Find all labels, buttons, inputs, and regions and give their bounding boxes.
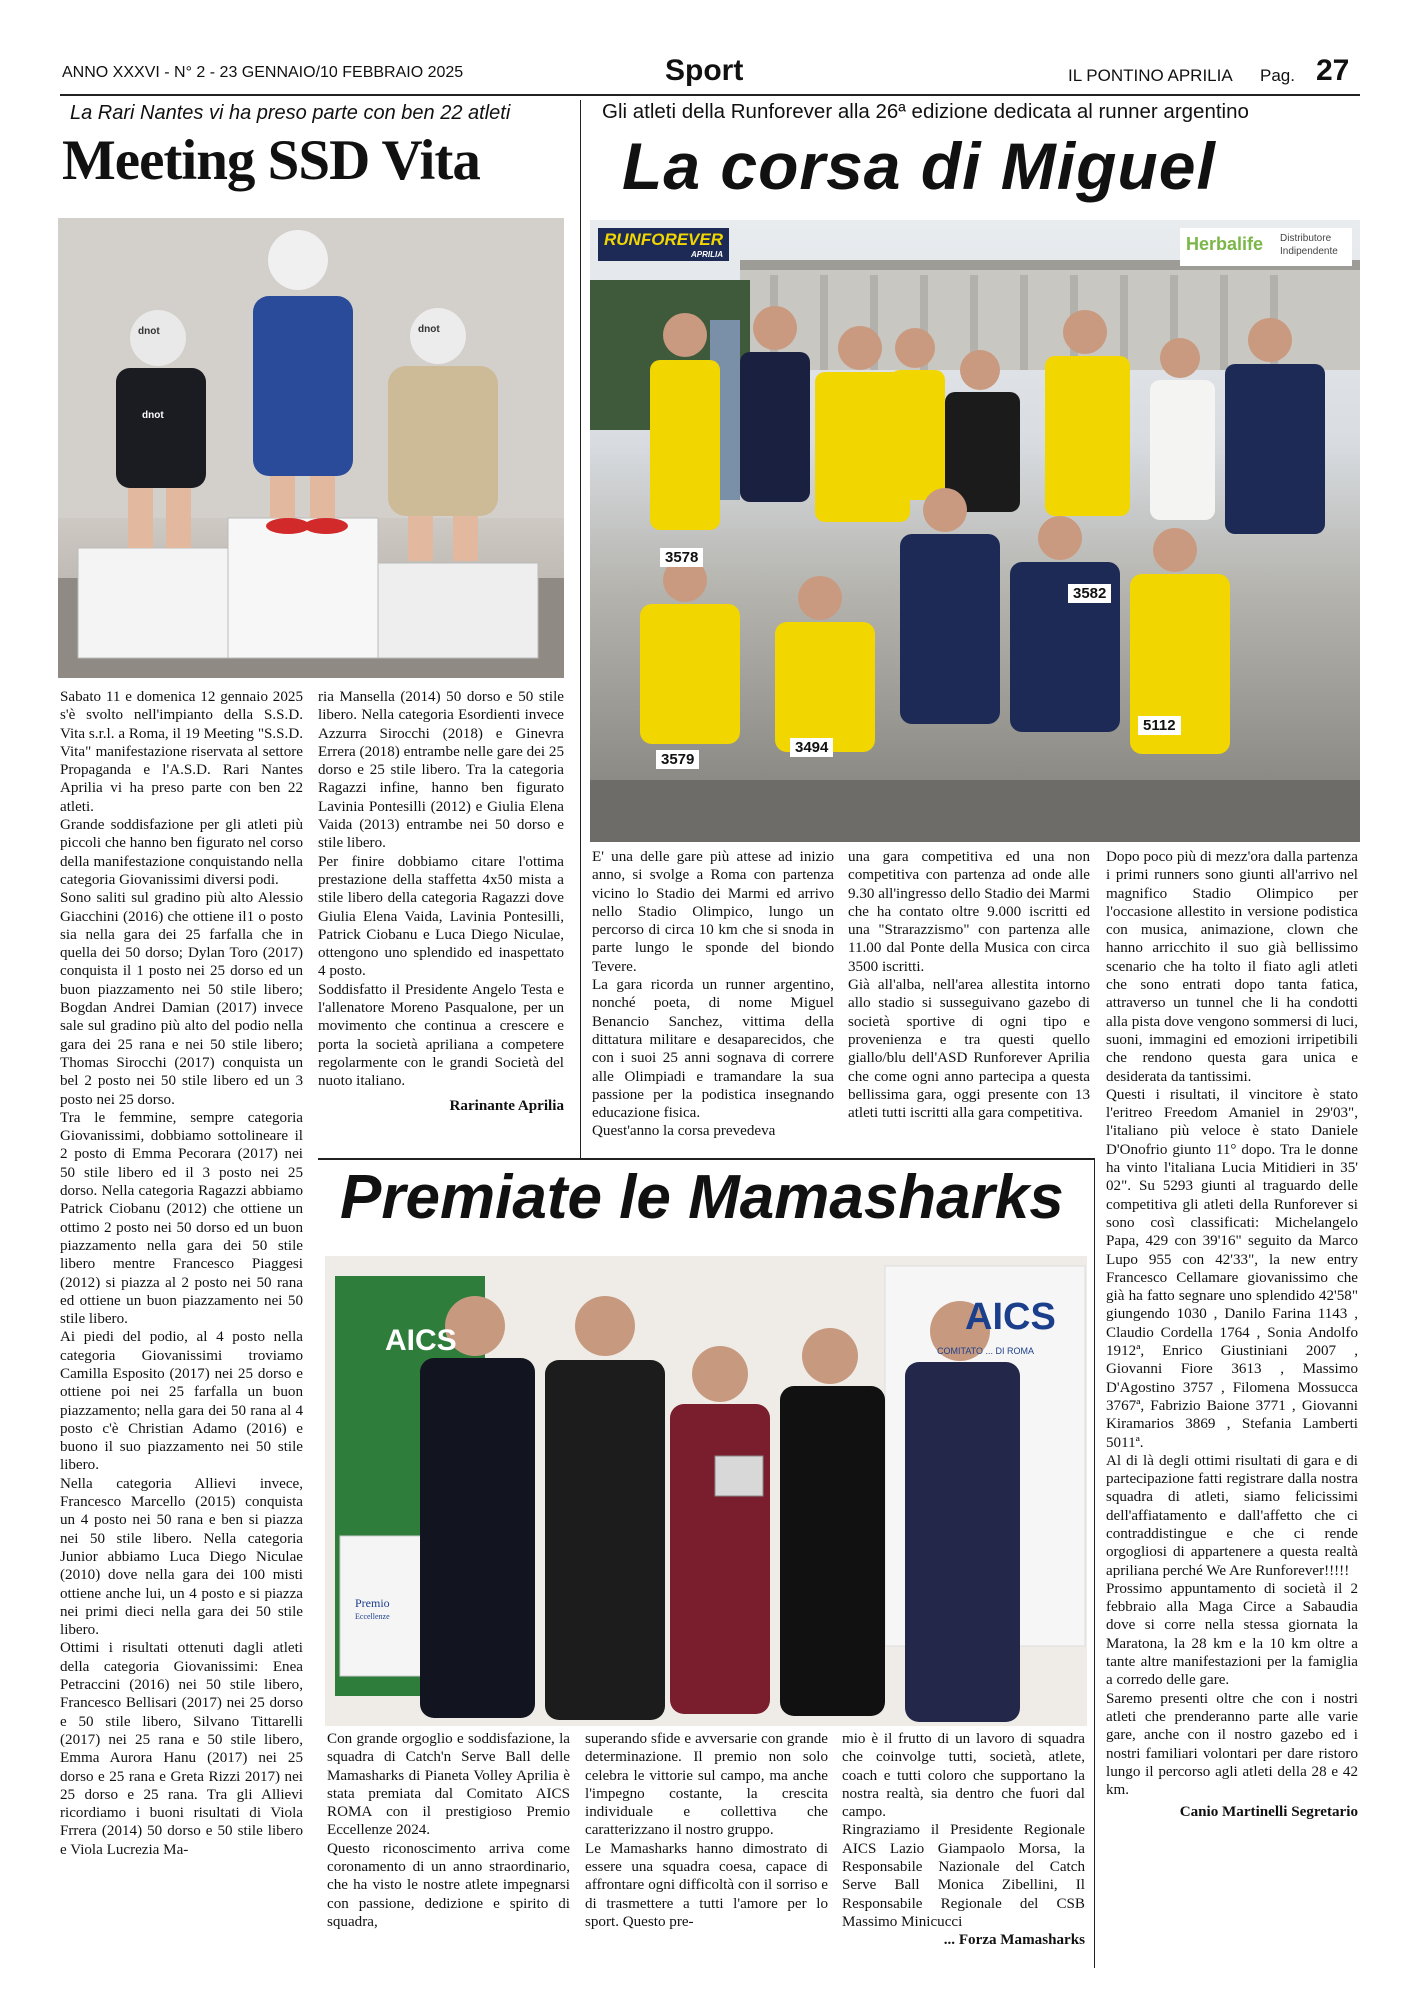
- award-ceremony-photo: [325, 1256, 1087, 1726]
- paragraph: Ottimi i risultati ottenuti dagli atleti della categoria Giovanissimi: Enea Petraccini (2016) nei 50 stile libero, Francesco Bellisari (2017) nei 25 dorso e 50 stile libero, Silvano Tittarelli (2017) nei 25 rana e 50 stile libero, Emma Aurora Hanu (2017) nei 25 dorso e 25 rana e Greta Rizzi 2017) nei 25 dorso e 25 rana. Tra gli Allievi ricordiamo i buoni risultati di Viola Frrera (2014) 50 dorso e 50 stile libero e Viola Lucrezia Ma-: [60, 1640, 303, 1858]
- paragraph: Grande soddisfazione per gli atleti più piccoli che hanno ben figurato nel corso della manifestazione conquistando nella categoria Giovanissimi diversi podi.: [60, 817, 303, 888]
- paragraph: superando sfide e avversarie con grande determinazione. Il premio non solo celebra le vittorie sul campo, ma anche l'impegno costante, la crescita individuale e collettiva che caratterizzano il nostro gruppo.: [585, 1731, 828, 1839]
- bottom-headline: Premiate le Mamasharks: [340, 1163, 1064, 1232]
- swimsuit-print: dnot: [142, 410, 164, 421]
- swimmers-podium-photo: [58, 218, 564, 678]
- paragraph: Per finire dobbiamo citare l'ottima prestazione della staffetta 4x50 mista a stile libero della categoria Ragazzi dove Giulia Elena Vaida, Lavinia Pontesilli, Patrick Ciobanu e Luca Diego Niculae, ottengono uno splendido ed inaspettato 4 posto.: [318, 853, 564, 980]
- paper-name: IL PONTINO APRILIA: [1068, 66, 1233, 85]
- paragraph: una gara competitiva ed una non competitiva con partenza ad onde alle 9.30 all'ingresso dello Stadio dei Marmi che ha contato oltre 9.000 iscritti ed una "Strarazzismo" con partenza alle 11.00 dal Ponte della Musica con circa 3500 iscritti.: [848, 849, 1090, 975]
- race-bib: 3579: [656, 750, 699, 769]
- paragraph: La gara ricorda un runner argentino, nonché poeta, di nome Miguel Benancio Sanchez, vittima della dittatura militare e desaparecidos, che con i suoi 25 anni sognava di correre alle Olimpiadi e tramandare la sua passione per la podistica insegnando educazione fisica.: [592, 977, 834, 1122]
- paragraph: Tra le femmine, sempre categoria Giovanissimi, dobbiamo sottolineare il 2 posto di Emma Pecorara (2017) nei 50 stile libero ed il 3 posto nei 25 dorso. Nella categoria Ragazzi abbiamo Patrick Ciobanu (2012) che ottiene un ottimo 2 posto nei 50 dorso ed un buon piazzamento nella gara dei 50 stile libero mentre Francesco Piaggesi (2012) si piazza al 2 posto nei 50 rana ed ottiene un buon piazzamento nei 50 stile libero.: [60, 1109, 303, 1328]
- header-rule: [60, 94, 1360, 96]
- left-column-1: [60, 688, 303, 1963]
- herbalife-sub-2: Indipendente: [1280, 246, 1338, 257]
- issue-info: ANNO XXXVI - N° 2 - 23 GENNAIO/10 FEBBRAIO 2025: [62, 64, 464, 81]
- right-column-1: [592, 848, 834, 1148]
- aics-banner-left: AICS: [385, 1324, 457, 1357]
- paragraph: Le Mamasharks hanno dimostrato di essere una squadra coesa, capace di affrontare ogni difficoltà con il sorriso e di trasmettere a tutti l'amore per lo sport. Questo pre-: [585, 1840, 828, 1930]
- page-prefix: Pag.: [1260, 66, 1295, 85]
- paragraph: ria Mansella (2014) 50 dorso e 50 stile libero. Nella categoria Esordienti invece Azzurra Sirocchi (2018) e Ginevra Errera (2018) entrambe nelle gare dei 25 dorso e 25 stile libero. Tra la categoria Ragazzi infine, hanno ben figurato Lavinia Pontesilli (2012) e Giulia Elena Vaida (2013) entrambe nei 50 dorso e stile libero.: [318, 689, 564, 852]
- paragraph: Ai piedi del podio, al 4 posto nella categoria Giovanissimi troviamo Camilla Esposito (2017) nei 25 dorso e ottiene poi nei 25 farfalla un buon piazzamento; nella gara dei 50 rana al 4 posto c'è Christian Adamo (2016) e buono il suo piazzamento nei 50 stile libero.: [60, 1329, 303, 1474]
- paragraph: Questi i risultati, il vincitore è stato l'eritreo Freedom Amaniel in 29'03", l'italiano più veloce è stato Daniele D'Onofrio giunto 11° dopo. Tra le donne ha vinto l'italiana Lucia Mitidieri in 35' 02". Su 5293 giunti al traguardo delle competitiva gli atleti della Runforever si sono così classificati: Michelangelo Papa, 429 con 39'16" seguito da Marco Lupo 955 con 42'33", la new entry Francesco Cellamare giovanissimo che già ha fatto segnare uno splendido 42'58" giungendo 1030 , Danilo Farina 1143 , Claudio Cordella 1764 , Sonia Andolfo 1912ª, Enrico Giustiniani 2007 , Giovanni Fiore 3613 , Massimo D'Agostino 3757 , Filomena Mossucca 3767ª, Fabrizio Baione 3771 , Giovanni Kiramarios 3869 , Stefania Lamberti 5011ª.: [1106, 1086, 1358, 1451]
- paragraph: Soddisfatto il Presidente Angelo Testa e l'allenatore Moreno Pasqualone, per un movimento che continua a crescere e porta la società apriliana a competere regolarmente con le grandi Società del nuoto italiano.: [318, 981, 564, 1090]
- runforever-logo-sub: APRILIA: [691, 250, 724, 259]
- bottom-column-1: [327, 1730, 570, 1962]
- left-kicker: La Rari Nantes vi ha preso parte con ben 22 atleti: [70, 102, 511, 124]
- paragraph: mio è il frutto di un lavoro di squadra che coinvolge tutti, società, atlete, coach e tutti coloro che supportano la nostra realtà, sia dentro che fuori dal campo.: [842, 1731, 1085, 1821]
- herbalife-sub-1: Distributore: [1280, 233, 1332, 244]
- herbalife-logo: [1180, 228, 1352, 266]
- poster-line-1: Premio: [355, 1596, 390, 1610]
- aics-banner-right-sub: COMITATO ... DI ROMA: [937, 1346, 1035, 1356]
- cap-print-left: dnot: [138, 326, 160, 337]
- paragraph: Nella categoria Allievi invece, Francesco Marcello (2015) conquista un 4 posto nei 50 rana e ben si piazza nei 50 stile libero. Nella categoria Junior abbiamo Luca Diego Niculae (2010) dove nella gara dei 100 misti ottiene anche lui, un 4 posto e si piazza nei primi dieci nella gara dei 50 stile libero.: [60, 1475, 303, 1639]
- paragraph: E' una delle gare più attese ad inizio anno, si svolge a Roma con partenza vicino lo Stadio dei Marmi ed arrivo nello Stadio Olimpico, lungo un percorso di circa 10 km che si snoda in parte lungo le sponde del biondo Tevere.: [592, 849, 834, 975]
- paragraph: Quest'anno la corsa prevedeva: [592, 1123, 776, 1140]
- bottom-box-rule: [318, 1158, 1094, 1160]
- paragraph: Prossimo appuntamento di società il 2 febbraio alla Maga Circe a Sabaudia dove si corre nella stessa giornata la Maratona, la 28 km e la 10 km oltre a tante altre manifestazioni per la famiglia a corredo delle gare.: [1106, 1580, 1358, 1689]
- race-bib: 3582: [1068, 584, 1111, 603]
- paragraph: Sono saliti sul gradino più alto Alessio Giacchini (2016) che ottiene il1 o posto sia nella gara dei 25 farfalla che in quella dei 50 dorso; Dylan Toro (2017) conquista il 1 posto nei 25 dorso ed un buon piazzamento nei 50 stile libero; Bogdan Andrei Damian (2017) invece sale sul gradino più alto del podio nella gara dei 25 rana e nei 50 stile libero; Thomas Sirocchi (2017) conquista un bel 2 posto nei 50 stile libero ed un 3 posto nei 25 dorso.: [60, 890, 303, 1108]
- right-column-3: [1106, 848, 1358, 1963]
- left-signature: Rarinante Aprilia: [449, 1097, 564, 1114]
- herbalife-logo-text: Herbalife: [1186, 234, 1264, 254]
- paragraph: Con grande orgoglio e soddisfazione, la squadra di Catch'n Serve Ball delle Mamasharks di Pianeta Volley Aprilia è stata premiata dal Comitato AICS ROMA con il prestigioso Premio Eccellenze 2024.: [327, 1731, 570, 1839]
- aics-banner-right: AICS: [965, 1296, 1056, 1338]
- race-bib: 3578: [660, 548, 703, 567]
- right-signature: Canio Martinelli Segretario: [1179, 1804, 1358, 1821]
- paragraph: Sabato 11 e domenica 12 gennaio 2025 s'è svolto nell'impianto della S.S.D. Vita s.r.l. a Roma, il 19 Meeting "S.S.D. Vita" manifestazione riservata al settore Propaganda e l'A.S.D. Rari Nantes Aprilia vi ha preso parte con ben 22 atleti.: [60, 689, 303, 815]
- paragraph: Dopo poco più di mezz'ora dalla partenza i primi runners sono giunti all'arrivo nel magnifico Stadio Olimpico per l'occasione allestito in versione podistica con musica, animazione, clown che hanno arricchito il suo già bellissimo scenario che ha tolto il fiato agli atleti che sono entrati dopo tanta fatica, attraverso un tunnel che li ha condotti alla pista dove vengono sommersi di luci, suoni, immagini ed emozioni irripetibili che rendono questa gara unica e desiderata da tantissimi.: [1106, 849, 1358, 1085]
- paragraph: Saremo presenti oltre che con i nostri atleti che prenderanno parte alle varie gare, anche con il nostro gazebo ed i nostri familiari volontari per dare ristoro lungo il percorso agli atleti della 28 e 42 km.: [1106, 1690, 1358, 1799]
- page-number: 27: [1316, 54, 1350, 87]
- bottom-box-side-rule: [1094, 1158, 1095, 1968]
- paragraph: Ringraziamo il Presidente Regionale AICS Lazio Giampaolo Morsa, la Responsabile Nazionale del Catch Serve Ball Monica Zibellini, Il Responsabile Regionale del CSB Massimo Minicucci: [842, 1822, 1085, 1930]
- paragraph: Al di là degli ottimi risultati di gara e di partecipazione fatti registrare dalla nostra squadra di atleti, siamo felicissimi dell'affiatamento e dall'affetto che ci contraddistingue e che ci rende orgogliosi di appartenere a questa realtà apriliana perché We Are Runforever!!!!!: [1106, 1452, 1358, 1579]
- runners-group-photo: [590, 220, 1360, 842]
- section-title: Sport: [665, 54, 744, 87]
- bottom-column-2: [585, 1730, 828, 1962]
- bottom-signature: ... Forza Mamasharks: [943, 1932, 1085, 1949]
- right-kicker: Gli atleti della Runforever alla 26ª edizione dedicata al runner argentino: [602, 100, 1249, 123]
- runforever-logo: [598, 228, 729, 261]
- runforever-logo-text: RUNFOREVER: [604, 230, 724, 249]
- race-bib: 3494: [790, 738, 833, 757]
- bottom-column-3: [842, 1730, 1085, 1962]
- poster-line-2: Eccellenze: [355, 1612, 390, 1621]
- paragraph: Già all'alba, nell'area allestita intorno allo stadio si susseguivano gazebo di società sportive di ogni tipo e provenienza e tra questi quello giallo/blu dell'ASD Runforever Aprilia che come ogni anno partecipa a questa bellissima gara, oggi presente con 13 atleti tutti iscritti alla gara competitiva.: [848, 977, 1090, 1122]
- paragraph: Questo riconoscimento arriva come coronamento di un anno straordinario, che ha visto le nostre atlete impegnarsi con passione, dedizione e spirito di squadra,: [327, 1840, 570, 1930]
- left-column-2: [318, 688, 564, 1148]
- cap-print-right: dnot: [418, 324, 440, 335]
- column-divider: [580, 100, 581, 1160]
- left-headline: Meeting SSD Vita: [62, 129, 480, 192]
- right-headline: La corsa di Miguel: [622, 129, 1216, 203]
- race-bib: 5112: [1138, 716, 1181, 735]
- right-column-2: [848, 848, 1090, 1148]
